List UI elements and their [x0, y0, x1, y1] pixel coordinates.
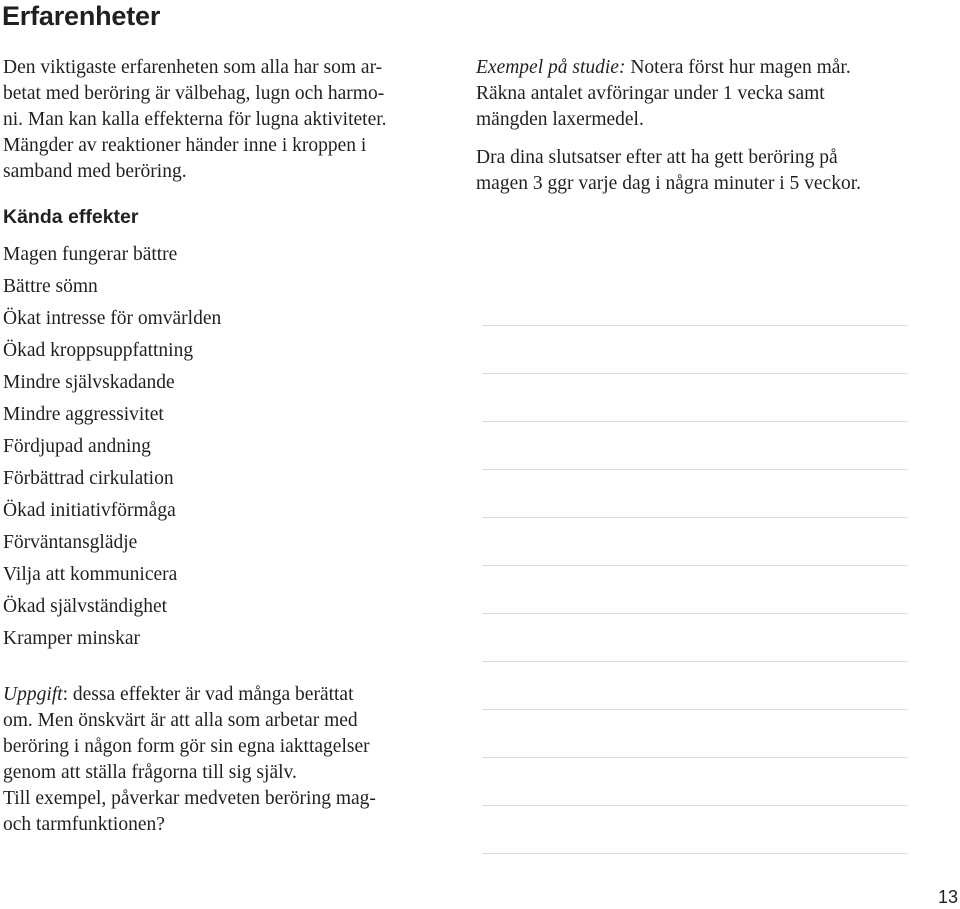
effect-item: Fördjupad andning	[3, 436, 151, 457]
intro-line: betat med beröring är välbehag, lugn och harmo-	[3, 83, 385, 104]
example-label: Exempel på studie:	[476, 57, 626, 78]
task-line: genom att ställa frågorna till sig själv.	[3, 762, 297, 783]
intro-line: samband med beröring.	[3, 161, 187, 182]
note-line	[482, 517, 908, 518]
effect-item: Förväntansglädje	[3, 532, 138, 553]
note-line	[482, 853, 908, 854]
intro-line: ni. Man kan kalla effekterna för lugna aktiviteter.	[3, 109, 387, 130]
task-line: beröring i någon form gör sin egna iakttagelser	[3, 736, 370, 757]
task-line: Till exempel, påverkar medveten beröring mag-	[3, 788, 376, 809]
note-line	[482, 805, 908, 806]
example-first-line-text: Notera först hur magen mår.	[625, 57, 851, 78]
effect-item: Bättre sömn	[3, 276, 98, 297]
conclusion-line: magen 3 ggr varje dag i några minuter i 5 veckor.	[476, 173, 861, 194]
effect-item: Ökad självständighet	[3, 596, 168, 617]
intro-line: Den viktigaste erfarenheten som alla har som ar-	[3, 57, 383, 78]
example-line: Räkna antalet avföringar under 1 vecka samt	[476, 83, 825, 104]
task-line: och tarmfunktionen?	[3, 814, 165, 835]
note-line	[482, 421, 908, 422]
task-first-line	[3, 682, 443, 708]
task-paragraph	[3, 682, 443, 838]
effect-item: Förbättrad cirkulation	[3, 468, 174, 489]
note-line	[482, 613, 908, 614]
conclusion-line: Dra dina slutsatser efter att ha gett beröring på	[476, 147, 838, 168]
effect-item: Magen fungerar bättre	[3, 244, 178, 265]
page-heading: Erfarenheter	[2, 1, 161, 31]
task-first-line-text: : dessa effekter är vad många berättat	[62, 684, 354, 705]
note-line	[482, 565, 908, 566]
example-line: mängden laxermedel.	[476, 109, 644, 130]
effect-item: Ökad initiativförmåga	[3, 500, 176, 521]
note-line	[482, 469, 908, 470]
effect-item: Kramper minskar	[3, 628, 140, 649]
intro-paragraph	[3, 55, 443, 185]
intro-line: Mängder av reaktioner händer inne i kroppen i	[3, 135, 367, 156]
effect-item: Ökad kroppsuppfattning	[3, 340, 194, 361]
task-label: Uppgift	[3, 684, 63, 705]
effects-heading: Kända effekter	[3, 206, 139, 228]
note-line	[482, 325, 908, 326]
note-line	[482, 661, 908, 662]
page-number: 13	[937, 887, 958, 907]
note-line	[482, 757, 908, 758]
task-line: om. Men önskvärt är att alla som arbetar med	[3, 710, 358, 731]
effect-item: Mindre självskadande	[3, 372, 175, 393]
effects-list	[3, 242, 221, 658]
note-line	[482, 373, 908, 374]
note-lines	[482, 0, 908, 909]
effect-item: Vilja att kommunicera	[3, 564, 178, 585]
effect-item: Ökat intresse för omvärlden	[3, 308, 222, 329]
effect-item: Mindre aggressivitet	[3, 404, 164, 425]
note-line	[482, 709, 908, 710]
